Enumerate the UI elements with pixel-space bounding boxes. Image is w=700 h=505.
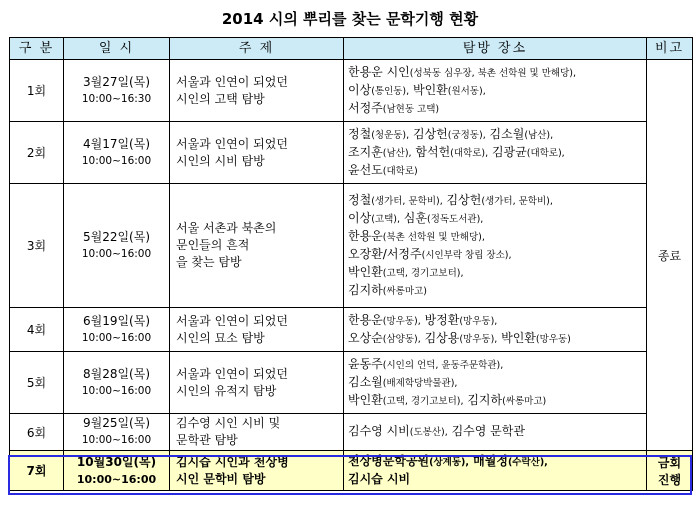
place-detail: (시인의 언덕, 윤동주문학관), — [382, 359, 504, 371]
row-theme — [170, 352, 344, 414]
row-datetime — [64, 122, 170, 184]
place-line — [348, 126, 646, 144]
place-name: 김지하 — [463, 392, 503, 407]
place-detail: (생가터, 문학비), — [481, 195, 553, 207]
place-name: 박인환 — [497, 330, 536, 345]
row-time: 10:00~16:00 — [81, 434, 152, 446]
row-time: 10:00~16:00 — [81, 384, 152, 397]
place-detail: (싸롱마고) — [502, 395, 547, 407]
place-name: 정철 — [348, 192, 372, 207]
theme-line: 김시습 시인과 천상병 — [176, 454, 289, 469]
place-name: 김지하 — [348, 282, 383, 297]
place-line — [348, 210, 646, 228]
row-datetime — [64, 60, 170, 122]
row-date: 10월30일(목) — [76, 454, 157, 469]
header-theme: 주 제 — [170, 38, 344, 60]
place-name: 김소월 — [485, 126, 525, 141]
place-detail: (싸롱마고) — [382, 285, 427, 297]
place-line — [348, 356, 646, 374]
table-row — [10, 451, 693, 491]
place-name: 한용운 — [348, 228, 383, 243]
note-completed: 종료 — [647, 60, 693, 451]
place-detail: (대학로), — [526, 147, 565, 159]
row-date: 6월19일(목) — [82, 313, 151, 328]
header-datetime: 일 시 — [64, 38, 170, 60]
table-row — [10, 122, 693, 184]
place-name: 한용운 시인 — [348, 64, 410, 79]
row-theme — [170, 122, 344, 184]
place-line — [348, 228, 646, 246]
place-line — [348, 312, 646, 330]
place-detail: (정독도서관), — [426, 213, 484, 225]
row-theme — [170, 308, 344, 352]
row-places — [344, 352, 647, 414]
theme-line: 서울과 인연이 되었던 — [176, 136, 288, 151]
header-place: 탐방 장소 — [344, 38, 647, 60]
place-line — [348, 471, 646, 488]
place-detail: (궁정동), — [447, 129, 486, 141]
place-name: 이상 — [348, 82, 372, 97]
place-detail: (대학로) — [382, 165, 418, 177]
row-number: 7회 — [10, 451, 64, 491]
row-time: 10:00~16:00 — [81, 331, 152, 344]
place-name: 박인환 — [409, 82, 448, 97]
place-name: 매월정 — [468, 454, 508, 468]
table-row — [10, 60, 693, 122]
theme-line: 서울과 인연이 되었던 — [176, 74, 288, 89]
row-number: 4회 — [10, 308, 64, 352]
place-detail: (대학로), — [450, 147, 489, 159]
place-name: 함석헌 — [411, 144, 451, 159]
row-theme — [170, 60, 344, 122]
place-detail: (도봉산), — [409, 427, 448, 438]
place-line — [348, 162, 646, 180]
row-time: 10:00~16:00 — [81, 154, 152, 167]
table-row — [10, 184, 693, 308]
row-date: 3월27일(목) — [82, 74, 151, 89]
note-line: 진행 — [657, 472, 682, 487]
header-division: 구 분 — [10, 38, 64, 60]
row-datetime — [64, 451, 170, 491]
place-name: 김시습 시비 — [348, 472, 411, 486]
place-detail: (망우동), — [459, 315, 498, 327]
place-name: 김소월 — [348, 374, 383, 389]
place-name: 조지훈 — [348, 144, 383, 159]
place-name: 윤동주 — [348, 356, 383, 371]
place-detail: (삼양동), — [382, 333, 421, 345]
place-line — [348, 264, 646, 282]
place-detail: (북촌 선학원 및 만해당), — [382, 231, 485, 243]
row-time: 10:00~16:00 — [76, 472, 157, 486]
row-number: 3회 — [10, 184, 64, 308]
schedule-table — [9, 37, 693, 491]
place-detail: (통인동), — [371, 85, 410, 97]
theme-line: 시인 문학비 탐방 — [176, 471, 266, 486]
place-name: 김수영 시비 — [348, 424, 410, 438]
place-line — [348, 330, 646, 348]
row-places — [344, 308, 647, 352]
row-datetime — [64, 184, 170, 308]
theme-line: 서울 서촌과 북촌의 — [176, 221, 277, 235]
place-line — [348, 82, 646, 100]
place-detail: (망우동) — [535, 333, 571, 345]
place-line — [348, 392, 646, 410]
table-row — [10, 308, 693, 352]
place-name: 심훈 — [399, 210, 427, 225]
row-theme — [170, 414, 344, 451]
place-detail: (망우동), — [459, 333, 498, 345]
place-line — [348, 282, 646, 300]
row-number: 1회 — [10, 60, 64, 122]
place-line — [348, 423, 646, 441]
row-datetime — [64, 414, 170, 451]
place-detail: (고택, 경기고보터), — [382, 395, 464, 407]
note-line: 금회 — [657, 455, 682, 470]
place-name: 박인환 — [348, 264, 383, 279]
place-detail: (망우동), — [382, 315, 421, 327]
place-detail: (청운동), — [371, 129, 410, 141]
table-row — [10, 352, 693, 414]
place-name: 정철 — [348, 126, 372, 141]
place-line — [348, 100, 646, 118]
place-name: 김상용 — [420, 330, 460, 345]
place-name: 오장환/서정주 — [348, 246, 422, 261]
place-detail: (성북동 심우장, 북촌 선학원 및 만해당), — [409, 67, 576, 79]
place-detail: (고택, 경기고보터), — [382, 267, 464, 279]
place-detail: (남산), — [382, 147, 412, 159]
table-row — [10, 414, 693, 451]
row-places — [344, 451, 647, 491]
place-name: 김수영 문학관 — [447, 424, 525, 438]
row-datetime — [64, 352, 170, 414]
place-line — [348, 246, 646, 264]
theme-line: 김수영 시인 시비 및 — [176, 416, 281, 430]
row-number: 6회 — [10, 414, 64, 451]
row-places — [344, 414, 647, 451]
row-date: 5월22일(목) — [82, 229, 151, 244]
place-line — [348, 453, 646, 471]
row-time: 10:00~16:30 — [81, 92, 152, 105]
place-detail: (남현동 고택) — [382, 103, 440, 115]
row-date: 9월25일(목) — [82, 416, 151, 430]
theme-line: 시인의 유적지 탐방 — [176, 383, 277, 398]
place-detail: (생가터, 문학비), — [371, 195, 443, 207]
place-name: 오상순 — [348, 330, 383, 345]
place-line — [348, 374, 646, 392]
note-current — [647, 451, 693, 491]
theme-line: 시인의 묘소 탐방 — [176, 330, 265, 345]
theme-line: 을 찾는 탐방 — [176, 255, 242, 269]
place-line — [348, 64, 646, 82]
row-datetime — [64, 308, 170, 352]
place-detail: (원서동), — [447, 85, 486, 97]
table-header-row — [10, 38, 693, 60]
row-number: 2회 — [10, 122, 64, 184]
place-detail: (수락산), — [507, 457, 548, 468]
place-detail: (고택), — [371, 213, 400, 225]
theme-line: 서울과 인연이 되었던 — [176, 366, 288, 381]
theme-line: 시인의 시비 탐방 — [176, 153, 265, 168]
row-time: 10:00~16:00 — [81, 247, 152, 260]
place-name: 김광균 — [488, 144, 527, 159]
place-name: 한용운 — [348, 312, 383, 327]
row-places — [344, 60, 647, 122]
header-note: 비고 — [647, 38, 693, 60]
place-line — [348, 192, 646, 210]
place-detail: (시인부락 창립 장소), — [421, 249, 512, 261]
place-name: 김상헌 — [442, 192, 482, 207]
place-name: 김상헌 — [409, 126, 448, 141]
theme-line: 문학관 탐방 — [176, 433, 238, 447]
page-title: 2014 시의 뿌리를 찾는 문학기행 현황 — [221, 10, 479, 28]
theme-line: 문인들의 흔적 — [176, 238, 250, 252]
row-date: 8월28일(목) — [82, 366, 151, 381]
place-name: 이상 — [348, 210, 372, 225]
row-theme — [170, 184, 344, 308]
place-name: 방정환 — [420, 312, 460, 327]
theme-line: 서울과 인연이 되었던 — [176, 313, 288, 328]
row-places — [344, 184, 647, 308]
place-line — [348, 144, 646, 162]
place-detail: (상계동), — [429, 457, 469, 468]
row-places — [344, 122, 647, 184]
row-number: 5회 — [10, 352, 64, 414]
place-name: 서정주 — [348, 100, 383, 115]
row-date: 4월17일(목) — [82, 136, 151, 151]
place-name: 천상병문학공원 — [348, 454, 430, 468]
place-detail: (배제학당박물관), — [382, 377, 458, 389]
row-theme — [170, 451, 344, 491]
theme-line: 시인의 고택 탐방 — [176, 91, 265, 106]
place-name: 박인환 — [348, 392, 383, 407]
place-name: 윤선도 — [348, 162, 383, 177]
place-detail: (남산), — [524, 129, 554, 141]
